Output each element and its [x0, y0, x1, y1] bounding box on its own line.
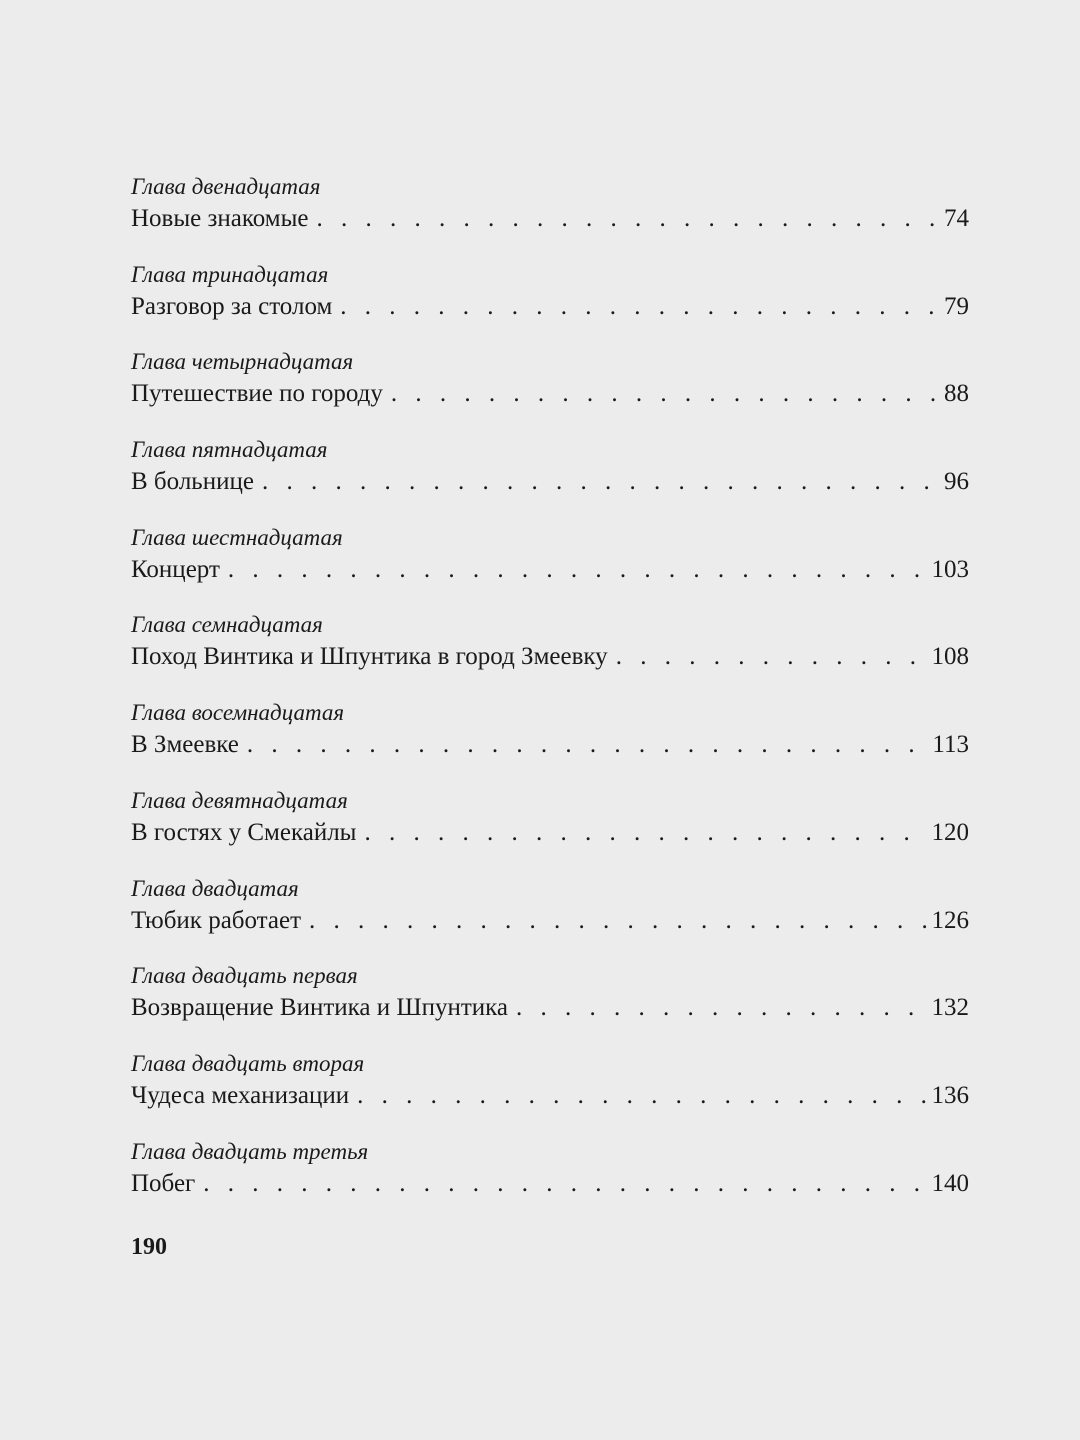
dot-leader [357, 1079, 927, 1112]
page-number: 108 [931, 643, 969, 671]
chapter-label: Глава четырнадцатая [131, 349, 354, 375]
dot-leader [262, 465, 940, 498]
toc-line [131, 640, 969, 673]
chapter-title: Концерт [131, 555, 220, 583]
toc-line [131, 202, 969, 235]
toc-line [131, 1079, 969, 1112]
chapter-label: Глава тринадцатая [131, 261, 329, 287]
chapter-label: Глава пятнадцатая [131, 437, 328, 463]
dot-leader [309, 904, 927, 937]
chapter-label: Глава семнадцатая [131, 612, 323, 638]
chapter-label: Глава двенадцатая [131, 174, 321, 199]
toc-entry [131, 610, 969, 698]
page-number: 113 [932, 731, 969, 759]
dot-leader [203, 1167, 927, 1200]
toc-line [131, 816, 969, 849]
page-number: 136 [931, 1081, 969, 1109]
chapter-title: В больнице [131, 468, 254, 496]
page-number: 103 [931, 555, 969, 583]
page-number: 126 [931, 906, 969, 934]
toc-line [131, 290, 969, 323]
toc-entry [131, 874, 969, 962]
toc-entry [131, 961, 969, 1049]
toc-line [131, 553, 969, 586]
chapter-title: Путешествие по городу [131, 380, 383, 408]
chapter-label: Глава девятнадцатая [131, 787, 348, 813]
dot-leader [516, 991, 927, 1024]
toc-entry [131, 1137, 969, 1225]
toc-line [131, 465, 969, 498]
chapter-title: Побег [131, 1169, 196, 1197]
page-number: 88 [944, 380, 969, 408]
dot-leader [247, 728, 929, 761]
chapter-label: Глава двадцать первая [131, 963, 358, 989]
toc-entry [131, 435, 969, 523]
toc-entry [131, 786, 969, 874]
toc-line [131, 991, 969, 1024]
dot-leader [316, 202, 940, 235]
page-number: 132 [931, 994, 969, 1022]
chapter-title: Новые знакомые [131, 205, 309, 232]
chapter-title: Тюбик работает [131, 906, 302, 934]
toc-entry [131, 698, 969, 786]
page-folio: 190 [131, 1234, 167, 1260]
chapter-title: В Змеевке [131, 731, 239, 759]
toc-entry [131, 347, 969, 435]
toc-line [131, 1167, 969, 1200]
dot-leader [364, 816, 927, 849]
toc-entry [131, 260, 969, 348]
chapter-title: Чудеса механизации [131, 1081, 350, 1109]
page-number: 79 [944, 292, 969, 320]
table-of-contents [131, 172, 969, 1224]
page-number: 140 [931, 1169, 969, 1197]
page-number: 96 [944, 468, 969, 496]
chapter-title: В гостях у Смекайлы [131, 818, 357, 846]
chapter-label: Глава двадцатая [131, 875, 299, 901]
chapter-label: Глава двадцать третья [131, 1138, 369, 1164]
chapter-label: Глава двадцать вторая [131, 1050, 365, 1076]
dot-leader [616, 640, 928, 673]
toc-line [131, 728, 969, 761]
toc-entry [131, 523, 969, 611]
page-number: 74 [944, 205, 969, 232]
chapter-title: Поход Винтика и Шпунтика в город Змеевку [131, 643, 608, 671]
dot-leader [340, 290, 940, 323]
toc-entry [131, 172, 969, 260]
toc-entry [131, 1049, 969, 1137]
chapter-title: Разговор за столом [131, 292, 333, 320]
chapter-label: Глава восемнадцатая [131, 700, 345, 726]
toc-line [131, 904, 969, 937]
toc-line [131, 377, 969, 410]
chapter-label: Глава шестнадцатая [131, 524, 343, 550]
page-number: 120 [931, 818, 969, 846]
dot-leader [391, 377, 940, 410]
chapter-title: Возвращение Винтика и Шпунтика [131, 994, 509, 1022]
dot-leader [228, 553, 928, 586]
